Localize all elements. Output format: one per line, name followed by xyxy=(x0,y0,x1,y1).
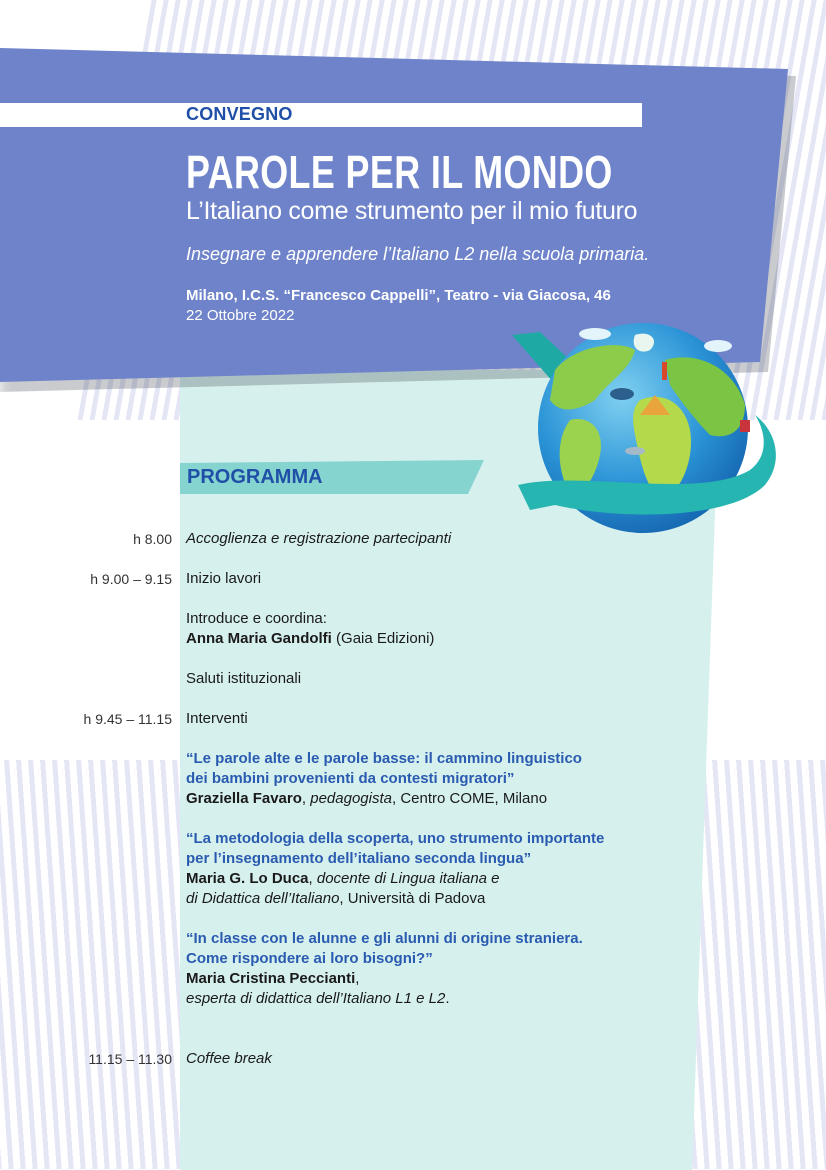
continent-greenland xyxy=(634,334,654,352)
talk-speaker-line xyxy=(186,889,485,909)
speaker-role: docente di Lingua italiana e xyxy=(316,870,500,887)
pagoda-icon xyxy=(740,420,750,432)
talk-title: per l’insegnamento dell’italiano seconda lingua” xyxy=(186,850,532,867)
event-venue: Milano, I.C.S. “Francesco Cappelli”, Teatro - via Giacosa, 46 xyxy=(186,287,611,304)
event-title: PAROLE PER IL MONDO xyxy=(186,146,613,198)
programma-heading: PROGRAMMA xyxy=(187,466,323,488)
speaker-org: , Centro COME, Milano xyxy=(392,790,548,807)
tower-icon xyxy=(662,362,667,380)
schedule-item: Interventi xyxy=(186,710,248,727)
kicker-strip xyxy=(0,103,642,127)
moderator-name: Anna Maria Gandolfi xyxy=(186,630,332,647)
schedule-item: Saluti istituzionali xyxy=(186,670,302,687)
schedule-item: Inizio lavori xyxy=(186,570,262,587)
speaker-role: esperta di didattica dell’Italiano L1 e L2 xyxy=(186,990,446,1007)
kicker-label: CONVEGNO xyxy=(186,104,293,124)
intro-label: Introduce e coordina: xyxy=(186,610,327,627)
schedule-item: Accoglienza e registrazione partecipanti xyxy=(186,530,452,547)
talk-speaker-line: Maria Cristina Peccianti, xyxy=(186,970,360,987)
talk-title: dei bambini provenienti da contesti migratori” xyxy=(186,770,515,787)
talk-title: “La metodologia della scoperta, uno strumento importante xyxy=(186,830,605,847)
talk-speaker-line: esperta di didattica dell’Italiano L1 e L2. xyxy=(186,990,450,1007)
time-label: 11.15 – 11.30 xyxy=(88,1051,172,1067)
cloud-icon xyxy=(704,340,732,352)
talk-title: “Le parole alte e le parole basse: il cammino linguistico xyxy=(186,750,582,767)
whale-icon xyxy=(610,388,634,400)
dolphin-icon xyxy=(625,447,645,455)
moderator-line xyxy=(186,629,434,649)
globe-illustration xyxy=(500,320,780,540)
cloud-icon xyxy=(579,328,611,340)
talk-title: “In classe con le alunne e gli alunni di origine straniera. xyxy=(186,930,583,947)
speaker-org: , Università di Padova xyxy=(339,890,486,907)
speaker-name: Maria G. Lo Duca xyxy=(186,870,309,887)
speaker-role: di Didattica dell’Italiano xyxy=(186,890,340,907)
speaker-role: pedagogista xyxy=(310,790,392,807)
talk-title: Come rispondere ai loro bisogni?” xyxy=(186,950,433,967)
schedule-item: Coffee break xyxy=(186,1050,272,1067)
speaker-name: Maria Cristina Peccianti xyxy=(186,970,356,987)
time-label: h 9.45 – 11.15 xyxy=(83,711,172,727)
event-date: 22 Ottobre 2022 xyxy=(186,307,295,324)
moderator-affiliation: (Gaia Edizioni) xyxy=(331,630,435,647)
time-label: h 8.00 xyxy=(133,531,172,547)
talk-speaker-line: Graziella Favaro, pedagogista, Centro COME, Milano xyxy=(186,790,548,807)
time-label: h 9.00 – 9.15 xyxy=(90,571,172,587)
talk-speaker-line: Maria G. Lo Duca, docente di Lingua italiana e xyxy=(186,870,500,887)
event-tagline: Insegnare e apprendere l’Italiano L2 nella scuola primaria. xyxy=(186,244,650,264)
event-subtitle: L’Italiano come strumento per il mio futuro xyxy=(186,197,638,225)
speaker-name: Graziella Favaro xyxy=(186,790,302,807)
